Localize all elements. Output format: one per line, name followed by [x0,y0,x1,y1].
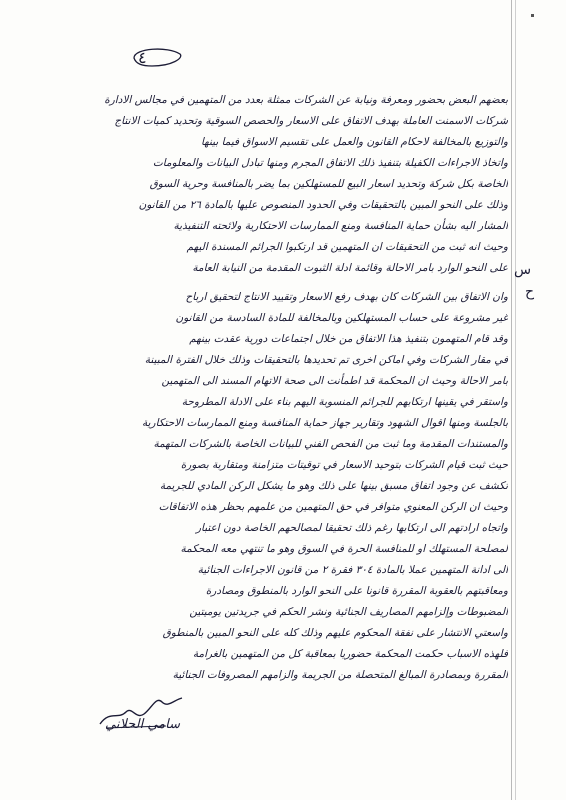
handwritten-line: المقررة وبمصادرة المبالغ المتحصلة من الجريمة والزامهم المصروفات الجنائية [172,669,508,681]
signature [96,690,186,734]
handwritten-line: شركات الاسمنت العاملة بهدف الاتفاق على الاسعار والحصص السوقية وتحديد كميات الانتاج [114,115,508,127]
handwritten-line: بامر الاحالة وحيث ان المحكمة قد اطمأنت الى صحة الاتهام المسند الى المتهمين [161,375,508,387]
handwritten-line: تكشف عن وجود اتفاق مسبق بينها على ذلك وهو ما يشكل الركن المادي للجريمة [159,480,508,492]
handwritten-line: ومعاقبتهم بالعقوبة المقررة قانونا على النحو الوارد بالمنطوق ومصادرة [205,585,508,597]
page-number [128,44,186,72]
handwritten-line: بعضهم البعض بحضور ومعرفة ونيابة عن الشركات ممثلة بعدد من المتهمين في مجالس الادارة [104,94,508,106]
side-mark: س [514,262,532,278]
page-number-loop [128,44,186,72]
handwritten-line: الى ادانة المتهمين عملا بالمادة ٣٠٤ فقرة ٢ من قانون الاجراءات الجنائية [197,564,508,576]
paragraph-break [82,279,508,287]
handwritten-line: لمصلحة المستهلك او للمنافسة الحرة في السوق وهو ما تنتهي معه المحكمة [180,543,508,555]
handwritten-line: وقد قام المتهمون بتنفيذ هذا الاتفاق من خلال اجتماعات دورية عقدت بينهم [189,333,508,345]
handwritten-line: فلهذه الاسباب حكمت المحكمة حضوريا بمعاقبة كل من المتهمين بالغرامة [192,648,508,660]
handwritten-line: وحيث انه ثبت من التحقيقات ان المتهمين قد ارتكبوا الجرائم المسندة اليهم [186,241,508,253]
handwritten-line: واستقر في يقينها ارتكابهم للجرائم المنسوبة اليهم بناء على الادلة المطروحة [181,396,508,408]
handwritten-line: في مقار الشركات وفي اماكن اخرى تم تحديدها بالتحقيقات وذلك خلال الفترة المبينة [144,354,508,366]
handwritten-line: المشار اليه بشأن حماية المنافسة ومنع الممارسات الاحتكارية ولائحته التنفيذية [173,220,508,232]
handwritten-line: والمستندات المقدمة وما ثبت من الفحص الفني للبيانات الخاصة بالشركات المتهمة [153,438,508,450]
handwritten-line: الخاصة بكل شركة وتحديد اسعار البيع للمستهلكين بما يضر بالمنافسة وحرية السوق [149,178,508,190]
handwritten-line: وذلك على النحو المبين بالتحقيقات وفي الحدود المنصوص عليها بالمادة ٢٦ من القانون [138,199,508,211]
handwritten-line: واتجاه ارادتهم الى ارتكابها رغم ذلك تحقيقا لمصالحهم الخاصة دون اعتبار [195,522,508,534]
side-mark: ح [525,284,535,300]
margin-line [515,0,516,800]
handwritten-body [82,90,508,686]
signature-text: سامي الحلاني [105,717,180,732]
handwritten-line: واسعتي الانتشار على نفقة المحكوم عليهم وذلك كله على النحو المبين بالمنطوق [162,627,508,639]
handwritten-line: وان الاتفاق بين الشركات كان بهدف رفع الاسعار وتقييد الانتاج لتحقيق ارباح [185,291,508,303]
handwritten-line: وحيث ان الركن المعنوي متوافر في حق المتهمين من علمهم بحظر هذه الاتفاقات [158,501,508,513]
handwritten-line: على النحو الوارد بامر الاحالة وقائمة ادلة الثبوت المقدمة من النيابة العامة [192,262,508,274]
handwritten-line: والتوزيع بالمخالفة لاحكام القانون والعمل على تقسيم الاسواق فيما بينها [200,136,508,148]
handwritten-line: المضبوطات وإلزامهم المصاريف الجنائية ونشر الحكم في جريدتين يوميتين [189,606,508,618]
handwritten-line: غير مشروعة على حساب المستهلكين وبالمخالفة للمادة السادسة من القانون [175,312,508,324]
handwritten-line: واتخاذ الاجراءات الكفيلة بتنفيذ ذلك الاتفاق المجرم ومنها تبادل البيانات والمعلومات [152,157,508,169]
margin-line [511,0,512,800]
corner-mark [531,14,534,17]
handwritten-line: حيث ثبت قيام الشركات بتوحيد الاسعار في توقيتات متزامنة ومتقاربة بصورة [180,459,508,471]
page-number-text: ٤ [138,48,147,67]
handwritten-line: بالجلسة ومنها اقوال الشهود وتقارير جهاز حماية المنافسة ومنع الممارسات الاحتكارية [142,417,508,429]
